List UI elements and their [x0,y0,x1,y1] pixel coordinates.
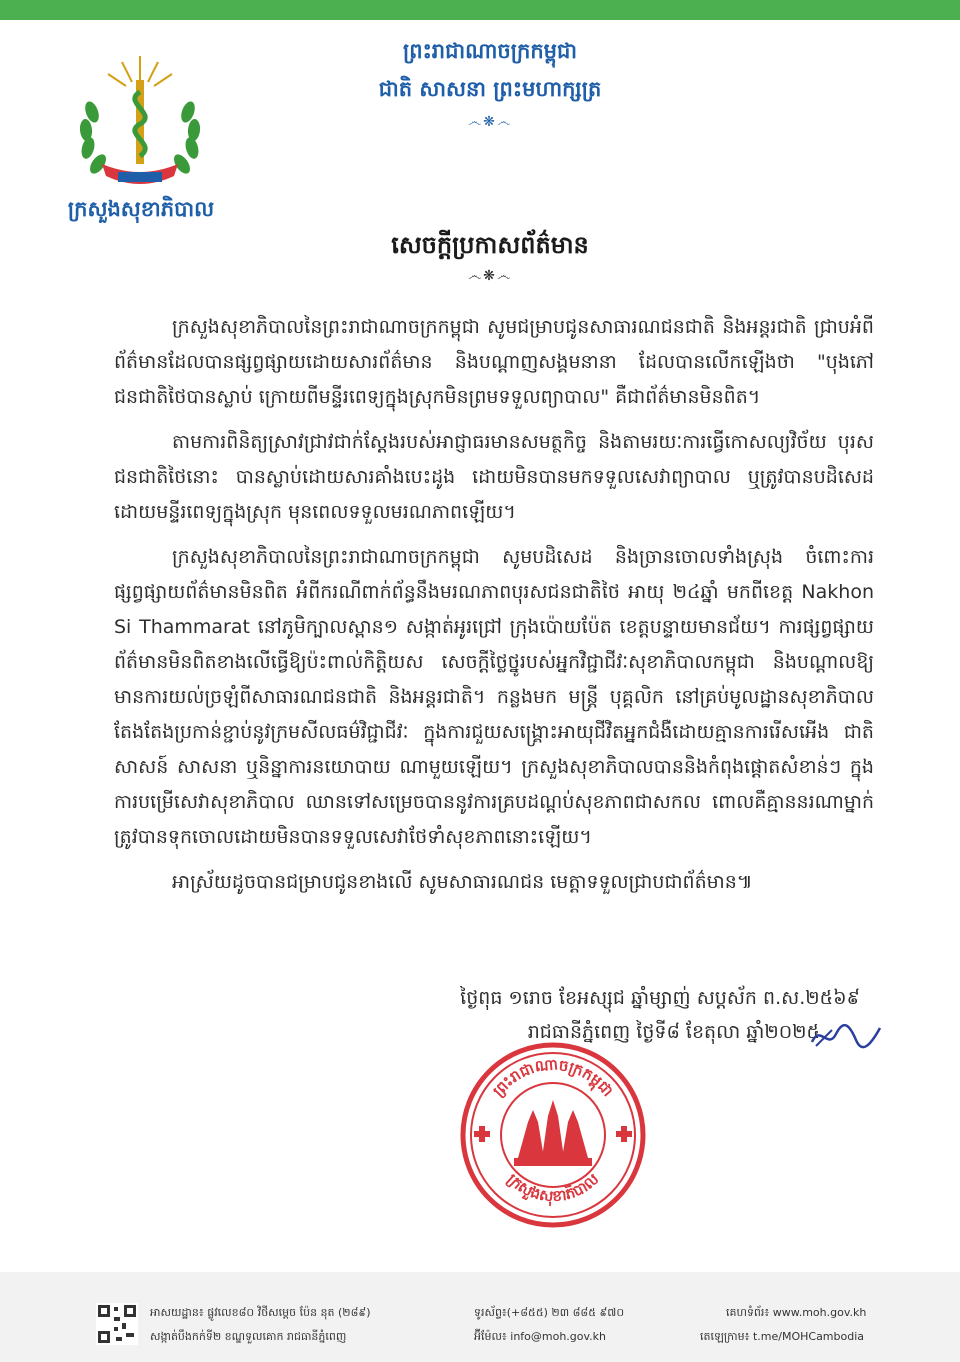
header-ornament-icon: ෴❋෴ [467,114,513,130]
ministry-logo-icon [70,52,210,202]
footer-email[interactable]: អ៊ីម៉ែល៖ info@moh.gov.kh [474,1330,607,1343]
svg-text:ព្រះរាជាណាចក្រកម្ពុជា [489,1055,617,1100]
seal-bottom-text: ក្រសួងសុខាភិបាល [503,1169,603,1206]
paragraph-2: តាមការពិនិត្យស្រាវជ្រាវជាក់ស្តែងរបស់អាជ្ញាធរមានសមត្ថកិច្ច និងតាមរយៈការធ្វើកោសល្យវិច័យ បុរសជនជាតិថៃនោះ បានស្លាប់ដោយសារគាំងបេះដូង ដោយមិនបានមកទទួលសេវាព្យាបាល ឬត្រូវបានបដិសេដដោយមន្ទីរពេទ្យក្នុងស្រុក មុនពេលទទួលមរណភាពឡើយ។ [114,431,874,523]
seal-top-text: ព្រះរាជាណាចក្រកម្ពុជា [489,1055,617,1101]
footer-address-line2: សង្កាត់បឹងកក់ទី២ ខណ្ឌទួលគោក រាជធានីភ្នំពេញ [150,1330,347,1343]
kingdom-title: ព្រះរាជាណាចក្រកម្ពុជា [402,38,577,63]
footer-address-line1: អាសយដ្ឋាន៖ ផ្លូវលេខ៨០ វិថីសម្តេច ប៉ែន នុត (២៨៩) [150,1306,371,1319]
footer-phone: ទូរស័ព្ទ៖(+៨៥៥) ២៣ ៨៨៥ ៩៧០ [474,1306,625,1319]
footer-website[interactable]: គេហទំព័រ៖ www.moh.gov.kh [726,1306,867,1319]
document-body [114,310,874,910]
paragraph-1: ក្រសួងសុខាភិបាលនៃព្រះរាជាណាចក្រកម្ពុជា សូមជម្រាបជូនសាធារណជនជាតិ និងអន្តរជាតិ ជ្រាបអំពីព័ត៌មានដែលបានផ្សព្វផ្សាយដោយសារព័ត៌មាន និងបណ្តាញសង្គមនានា ដែលបានលើកឡើងថា "បុងភៅជនជាតិថៃបានស្លាប់ ក្រោយពីមន្ទីរពេទ្យក្នុងស្រុកមិនព្រមទទួលព្យាបាល" គឺជាព័ត៌មានមិនពិត។ [114,316,874,408]
official-seal-icon [458,1040,648,1230]
paragraph-3: ក្រសួងសុខាភិបាលនៃព្រះរាជាណាចក្រកម្ពុជា សូមបដិសេដ និងច្រានចោលទាំងស្រុង ចំពោះការផ្សព្វផ្សាយព័ត៌មានមិនពិត អំពីករណីពាក់ព័ន្ធនឹងមរណភាពបុរសជនជាតិថៃ អាយុ ២៤ឆ្នាំ មកពីខេត្ត Nakhon Si Thammarat នៅភូមិក្បាលស្ពាន១ សង្កាត់អូរជ្រៅ ក្រុងប៉ោយប៉ែត ខេត្តបន្ទាយមានជ័យ។ ការផ្សព្វផ្សាយព័ត៌មានមិនពិតខាងលើធ្វើឱ្យប៉ះពាល់កិត្តិយស សេចក្តីថ្លៃថ្នូរបស់អ្នកវិជ្ជាជីវៈសុខាភិបាលកម្ពុជា និងបណ្តាលឱ្យមានការយល់ច្រឡំពីសាធារណជនជាតិ និងអន្តរជាតិ។ កន្លងមក មន្ត្រី បុគ្គលិក នៅគ្រប់មូលដ្ឋានសុខាភិបាល តែងតែងប្រកាន់ខ្ជាប់នូវក្រមសីលធម៌វិជ្ជាជីវៈ ក្នុងការជួយសង្គ្រោះអាយុជីវិតអ្នកជំងឺដោយគ្មានការរើសអើង ជាតិសាសន៍ សាសនា ឬនិន្នាការនយោបាយ ណាមួយឡើយ។ ក្រសួងសុខាភិបាលបាននិងកំពុងផ្តោតសំខាន់ៗ ក្នុងការបម្រើសេវាសុខាភិបាល ឈានទៅសម្រេចបាននូវការគ្របដណ្តប់សុខភាពជាសកល ពោលគឺគ្មាននរណាម្នាក់ត្រូវបានទុកចោលដោយមិនបានទទួលសេវាថែទាំសុខភាពនោះឡើយ។ [114,546,874,848]
svg-text:ក្រសួងសុខាភិបាល [504,1170,603,1207]
footer-telegram[interactable]: តេឡេក្រាម៖ t.me/MOHCambodia [700,1330,865,1343]
title-ornament-icon: ෴❋෴ [467,268,513,284]
qr-code-icon [96,1303,138,1345]
solar-date: រាជធានីភ្នំពេញ ថ្ងៃទី៨ ខែតុលា ឆ្នាំ២០២៥ [527,1021,820,1043]
paragraph-4: អាស្រ័យដូចបានជម្រាបជូនខាងលើ សូមសាធារណជន មេត្តាទទួលជ្រាបជាព័ត៌មាន៕ [172,871,753,893]
document-title: សេចក្តីប្រកាសព័ត៌មាន [391,230,589,259]
top-green-bar [0,0,960,20]
national-motto: ជាតិ សាសនា ព្រះមហាក្សត្រ [378,76,602,101]
ministry-name: ក្រសួងសុខាភិបាល [67,196,215,221]
lunar-date: ថ្ងៃពុធ ១រោច ខែអស្សុជ ឆ្នាំម្សាញ់ សប្តស័ក ព.ស.២៥៦៩ [460,987,860,1009]
signature-icon [806,1016,886,1056]
